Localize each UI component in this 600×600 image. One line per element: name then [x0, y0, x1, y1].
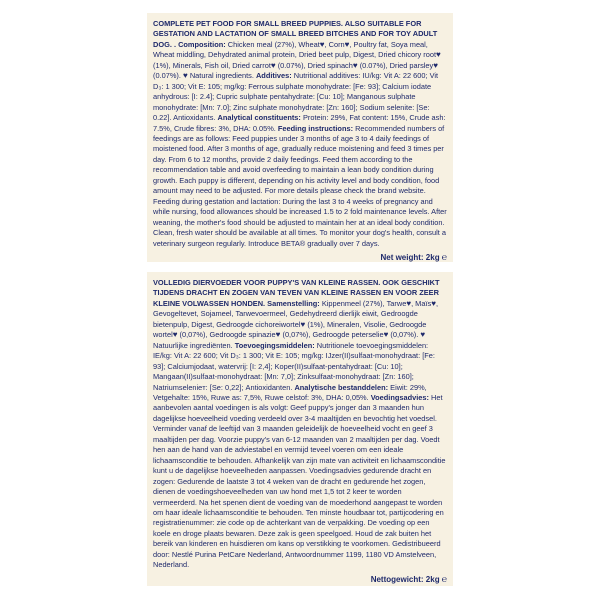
- dutch-feeding-label: Voedingsadvies:: [370, 392, 429, 402]
- english-feeding-text: Recommended numbers of feedings are as follows: Feed puppies under 3 months of age 3 to 4 daily feedings of moistened food. After 3 months of age, gradually reduce moistening and feed 3 times per day. From 6 to 12 months, provide 2 daily feedings. Feed them according to the recommendation table and avoid overfeeding to maintain a lean body condition during growth. Each puppy is different, depending on his activity level and body condition, food amount may need to be adjusted. For more details please check the brand website. Feeding during gestation and lactation: During the last 3 to 4 weeks of pregnancy and while nursing, food allowances should be increased 1.5 to 2 fold maintenance levels. After weaning, the mother's food should be adjusted to maintain her at an ideal body condition. Clean, fresh water should be available at all times. To monitor your dog's health, consult a veterinary surgeon regularly. Introduce BETA® gradually over 7 days.: [153, 123, 447, 248]
- dutch-label-text: [153, 278, 447, 571]
- dutch-analytical-text: Eiwit: 29%, Vetgehalte: 15%, Ruwe as: 7,5%, Ruwe celstof: 3%, DHA: 0,05%.: [153, 382, 427, 402]
- heart-icon: ♥: [172, 330, 178, 340]
- heart-icon: ♥: [436, 50, 441, 60]
- dutch-title: VOLLEDIG DIERVOEDER VOOR PUPPY'S VAN KLEINE RASSEN. OOK GESCHIKT TIJDENS DRACHT EN ZOGEN VAN TEVEN VAN KLEINE RASSEN EN VOOR ZEER KLEINE VOLWASSEN HONDEN.: [153, 278, 440, 308]
- heart-icon: ♥: [406, 298, 412, 308]
- heart-icon: ♥: [300, 319, 306, 329]
- english-composition-part: Natural ingredients.: [189, 71, 254, 81]
- english-composition-part: (0.07%), Dried spinach: [277, 60, 353, 70]
- english-net-weight-text: Net weight: 2kg: [380, 252, 440, 262]
- heart-icon: ♥: [270, 60, 276, 70]
- english-feeding-label: Feeding instructions:: [277, 123, 354, 133]
- english-composition-part: , Poultry fat, Soya meal, Wheat middling, Dehydrated animal protein, Dried beet pulp, Digest, Dried chicory root: [153, 39, 437, 60]
- english-net-weight: [153, 252, 447, 263]
- dutch-additives-text: Nutritionele toevoegingsmiddelen: IE/kg: Vit A: 22 600; Vit D₃: 1 300; Vit E: 105; mg/kg: IJzer(II)sulfaat-monohydraat: [Fe: 93]; Calciumjodaat, watervrij: [I: 2,4]; Koper(II)sulfaat-pentahydraat: [Cu: 10]; Mangaan(II)sulfaat-monohydraat: [Mn: 7,0]; Zinksulfaat-monohydraat: [Zn: 160]; Natriumselenieт: [Se: 0,22]; Antioxidanten.: [153, 340, 435, 392]
- english-composition-part: Chicken meal (27%), Wheat: [227, 39, 320, 49]
- english-composition-label: Composition:: [178, 39, 226, 49]
- heart-icon: ♥: [433, 60, 438, 70]
- dutch-composition-part: (0,07%), Gedroogde spinazie: [179, 330, 276, 340]
- dutch-label-panel: [147, 272, 453, 586]
- english-composition-part: (0.07%).: [153, 71, 181, 81]
- dutch-feeding-text: Het aanbevolen aantal voedingen is als volgt: Geef puppy's jonger dan 3 maanden hun dagelijkse hoeveelheid voeding verdeeld over 3-4 maaltijden en bevochtig het voedsel. Verminder vanaf de leeftijd van 3 maanden geleidelijk de hoeveelheid vocht en geef 3 maaltijden per dag. Voorzie puppy's van 6-12 maanden van 2 maaltijden per dag. Voedt hen aan de hand van de adviestabel en vermijd teveel voeren om een ideale lichaamsconditie te behouden. Afhankelijk van zijn mate van activiteit en lichaamsconditie kunt u de dagelijkse hoeveelheden aanpassen. Voedingsadvies gedurende dracht en zogen: Gedurende de laatste 3 tot 4 weken van de dracht en gedurende het zogen, dienen de voedingshoeveelheden van uw hond met 1,5 tot 2 keer te worden vermeerderd. Na het spenen dient de voeding van de moederhond aangepast te worden om haar ideale lichaamsconditie te behouden. Ten minste houdbaar tot, partijcodering en registratienummer: zie code op de achterkant van de verpakking. De voeding op een koele en droge plaats bewaren. Deze zak is geen speelgoed. Houd de zak buiten het bereik van kinderen en huisdieren om kans op verstikking te voorkomen. Gedistribueerd door: Nestlé Purina PetCare Nederland, Antwoordnummer 1199, 1180 VD Amstelveen, Nederland.: [153, 392, 446, 570]
- english-composition-part: , Corn: [324, 39, 345, 49]
- dutch-composition-part: Kippenmeel (27%), Tarwe: [321, 298, 407, 308]
- heart-icon: ♥: [383, 330, 389, 340]
- english-additives-text: Nutritional additives: IU/kg: Vit A: 22 600; Vit D₃: 1 300; Vit E: 105; mg/kg: Ferrous sulphate monohydrate: [Fe: 93]; Calcium iodate anhydrous: [I: 2.4]; Cupric sulphate pentahydrate: [Cu: 10]; Manganous sulphate monohydrate: [Mn: 7.0]; Zinc sulphate monohydrate: [Zn: 160]; Sodium selenite: [Se: 0.22]. Antioxidants.: [153, 71, 439, 123]
- heart-icon: ♥: [431, 298, 436, 308]
- english-composition-part: (1%), Minerals, Fish oil, Dried carrot: [153, 60, 271, 70]
- heart-icon: ♥: [420, 330, 426, 340]
- heart-icon: ♥: [319, 39, 325, 49]
- dutch-composition-part: (1%), Mineralen, Visolie, Gedroogde wortel: [153, 319, 427, 340]
- english-label-text: [153, 19, 447, 249]
- dutch-composition-part: (0,07%).: [390, 330, 419, 340]
- dutch-composition-part: , Gevogeltevet, Sojameel, Tarwevoermeel, Gedehydreerd dierlijk eiwit, Gedroogde bietenpulp, Digest, Gedroogde cichoreiwortel: [153, 298, 438, 329]
- dutch-additives-label: Toevoegingsmiddelen:: [234, 340, 315, 350]
- english-analytical-label: Analytical constituents:: [217, 113, 301, 123]
- dutch-analytical-label: Analytische bestanddelen:: [294, 382, 389, 392]
- english-label-panel: [147, 13, 453, 262]
- estimated-sign-icon: ℮: [441, 251, 447, 262]
- english-composition-part: (0.07%), Dried parsley: [359, 60, 434, 70]
- heart-icon: ♥: [352, 60, 358, 70]
- heart-icon: ♥: [344, 39, 350, 49]
- heart-icon: ♥: [275, 330, 281, 340]
- dutch-composition-part: , Maïs: [411, 298, 432, 308]
- english-title: COMPLETE PET FOOD FOR SMALL BREED PUPPIES. ALSO SUITABLE FOR GESTATION AND LACTATION OF SMALL BREED BITCHES AND FOR TOY ADULT DOG. .: [153, 19, 438, 49]
- heart-icon: ♥: [183, 71, 188, 81]
- estimated-sign-icon: ℮: [441, 573, 447, 584]
- english-analytical-text: Protein: 29%, Fat content: 15%, Crude ash: 7.5%, Crude fibres: 3%, DHA: 0.05%.: [153, 113, 446, 133]
- english-additives-label: Additives:: [255, 71, 292, 81]
- dutch-composition-part: Natuurlijke ingrediënten.: [153, 340, 233, 350]
- dutch-net-weight-text: Nettogewicht: 2kg: [370, 574, 440, 584]
- dutch-net-weight: [153, 574, 447, 585]
- dutch-composition-label: Samenstelling:: [267, 298, 320, 308]
- dutch-composition-part: (0,07%), Gedroogde peterselie: [282, 330, 384, 340]
